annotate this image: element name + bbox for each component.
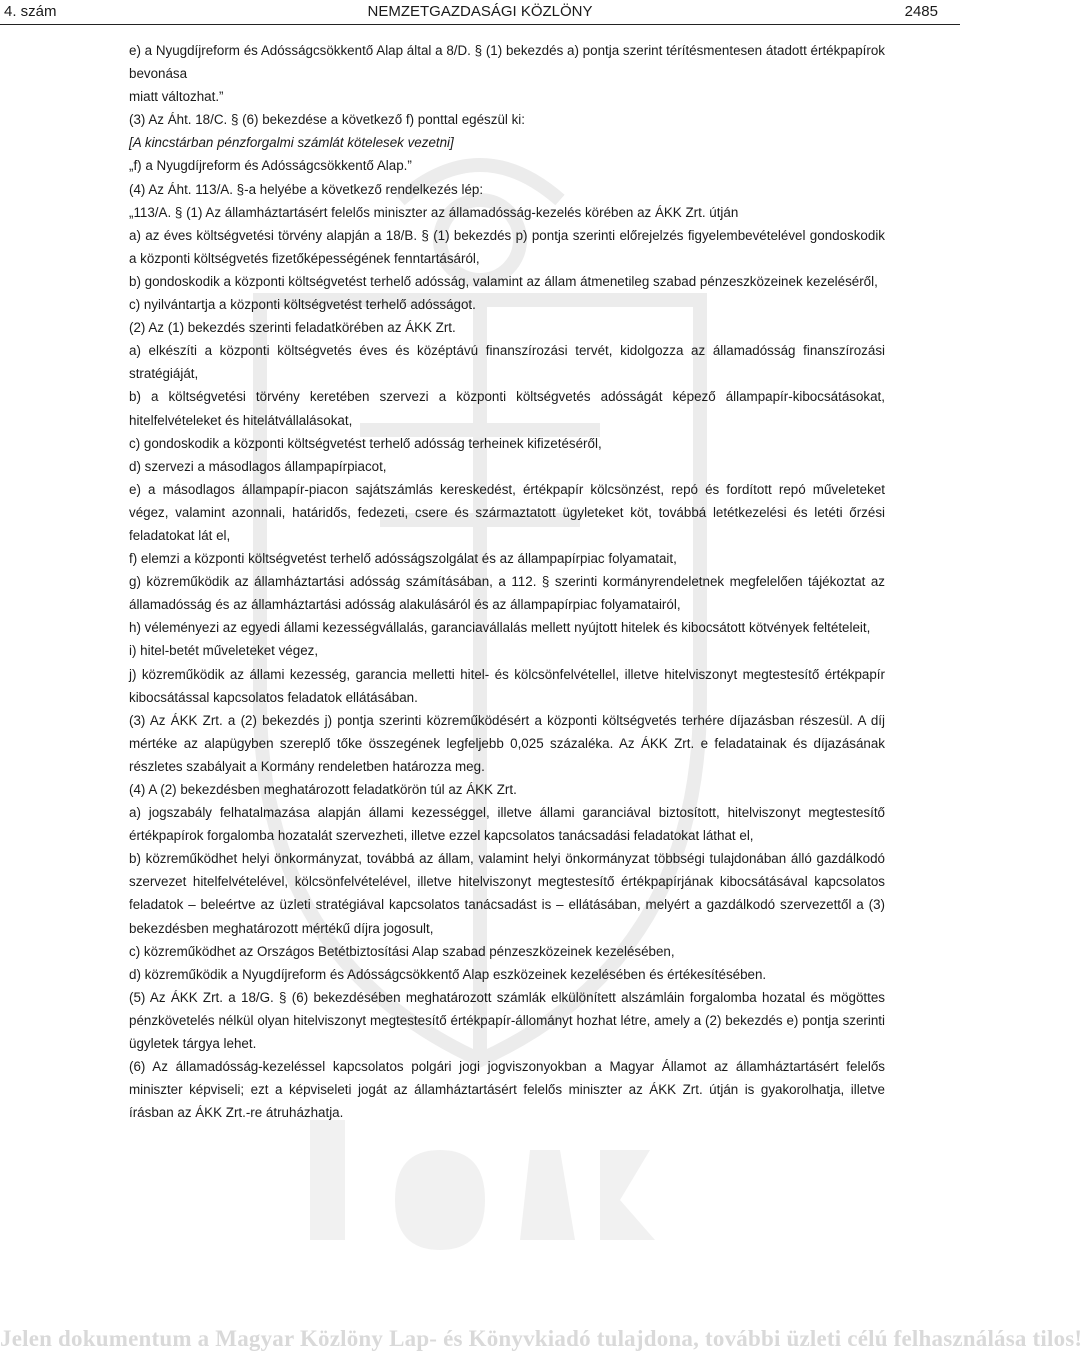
paragraph: h) véleményezi az egyedi állami kezességvállalás, garanciavállalás mellett nyújtott hitelek és kibocsátott kötvények feltételeit, xyxy=(129,620,871,636)
paragraph: e) a másodlagos állampapír-piacon sajátszámlás kereskedést, értékpapír kölcsönzést, repó és fordított repó műveleteket végez, valamint azonnali, határidős, fedezeti, csere és származtatott ügyleteket köt, továbbá letétkezelési és letéti őrzési feladatokat lát el, xyxy=(129,481,885,543)
paragraph: a) az éves költségvetési törvény alapján a 18/B. § (1) bekezdés p) pontja szerinti előrejelzés figyelembevételével gondoskodik a központi költségvetés fizetőképességének fenntartásáról, xyxy=(129,227,885,266)
paragraph: f) elemzi a központi költségvetést terhelő adósságszolgálat és az állampapírpiac folyamatait, xyxy=(129,551,677,567)
paragraph: d) szervezi a másodlagos állampapírpiacot, xyxy=(129,458,387,474)
page-number: 2485 xyxy=(904,3,938,20)
paragraph: a) jogszabály felhatalmazása alapján állami kezességgel, illetve állami garanciával biztosított, hitelviszonyt megtestesítő értékpapírok forgalomba hozatalát szervezheti, illetve ezzel kapcsolatos tanácsadási feladatokat láthat el, xyxy=(129,805,885,844)
paragraph: e) a Nyugdíjreform és Adósságcsökkentő Alap által a 8/D. § (1) bekezdés a) pontja szerint térítésmentesen átadott értékpapírok bevonása xyxy=(129,43,885,82)
paragraph: (4) Az Áht. 113/A. §-a helyébe a következő rendelkezés lép: xyxy=(129,181,484,197)
paragraph: i) hitel-betét műveleteket végez, xyxy=(129,643,319,659)
paragraph: [A kincstárban pénzforgalmi számlát kötelesek vezetni] xyxy=(129,135,454,151)
footer-watermark: Jelen dokumentum a Magyar Közlöny Lap- és Könyvkiadó tulajdona, további üzleti célú felhasználása tilos! xyxy=(0,1326,1082,1351)
page-header xyxy=(0,0,960,26)
document-body xyxy=(129,39,885,1124)
paragraph: c) nyilvántartja a központi költségvetést terhelő adósságot. xyxy=(129,297,476,313)
paragraph: b) a költségvetési törvény keretében szervezi a központi költségvetés adósságát képező állampapír-kibocsátásokat, hitelfelvételeket és hitelátvállalásokat, xyxy=(129,389,885,428)
paragraph: (2) Az (1) bekezdés szerinti feladatkörében az ÁKK Zrt. xyxy=(129,320,456,336)
paragraph: g) közreműködik az államháztartási adósság számításában, a 112. § szerinti kormányrendeletnek megfelelően tájékoztat az államadósság és az államháztartási adósság alakulásáról és az állampapírpiac folyamatairól, xyxy=(129,574,885,613)
paragraph: (4) A (2) bekezdésben meghatározott feladatkörön túl az ÁKK Zrt. xyxy=(129,782,517,797)
paragraph: „113/A. § (1) Az államháztartásért felelős miniszter az államadósság-kezelés körében az ÁKK Zrt. útján xyxy=(129,204,739,220)
paragraph: b) közreműködhet helyi önkormányzat, továbbá az állam, valamint helyi önkormányzat többségi tulajdonában álló gazdálkodó szervezet hitelfelvételével, kölcsönfelvételével, illetve hitelviszonyt megtestesítő értékpapírjának kibocsátásával kapcsolatos feladatok – beleértve az üzleti stratégiával kapcsolatos tanácsadást is – ellátásában, melyért a gazdálkodó szervezettől a (3) bekezdésben meghatározott mértékű díjra jogosult, xyxy=(129,851,885,936)
paragraph: (5) Az ÁKK Zrt. a 18/G. § (6) bekezdésében meghatározott számlák elkülönített alszámláin forgalomba hozatal és mögöttes pénzkövetelés nélkül olyan hitelviszonyt megtestesítő értékpapír-állományt hozhat létre, amely a (2) bekezdés e) pontja szerinti ügyletek tárgya lehet. xyxy=(129,989,885,1052)
paragraph: miatt változhat.” xyxy=(129,89,224,105)
paragraph: (3) Az ÁKK Zrt. a (2) bekezdés j) pontja szerinti közreműködésért a központi költségvetés terhére díjazásban részesül. A díj mértéke az alapügyben szereplő tőke összegének legfeljebb 0,025 százaléka. Az ÁKK Zrt. e feladatainak és díjazásának részletes szabályait a Kormány rendeletben határozza meg. xyxy=(129,712,885,774)
paragraph: „f) a Nyugdíjreform és Adósságcsökkentő Alap.” xyxy=(129,158,412,174)
issue-number: 4. szám xyxy=(4,3,57,20)
paragraph: b) gondoskodik a központi költségvetést terhelő adósság, valamint az állam átmenetileg szabad pénzeszközeinek kezeléséről, xyxy=(129,273,878,289)
publication-title: NEMZETGAZDASÁGI KÖZLÖNY xyxy=(367,3,593,20)
paragraph: (6) Az államadósság-kezeléssel kapcsolatos polgári jogi jogviszonyokban a Magyar Államot az államháztartásért felelős miniszter képviseli; ezt a képviseleti jogát az államháztartásért felelős miniszter az ÁKK Zrt. útján is gyakorolhatja, illetve írásban az ÁKK Zrt.-re átruházhatja. xyxy=(129,1059,885,1121)
paragraph: c) gondoskodik a központi költségvetést terhelő adósság terheinek kifizetéséről, xyxy=(129,435,602,451)
paragraph: j) közreműködik az állami kezesség, garancia melletti hitel- és kölcsönfelvétellel, illetve hitelviszonyt megtestesítő értékpapír kibocsátással kapcsolatos feladatok ellátásában. xyxy=(129,666,885,705)
paragraph: a) elkészíti a központi költségvetés éves és középtávú finanszírozási tervét, kidolgozza az államadósság finanszírozási stratégiáját, xyxy=(129,343,885,382)
paragraph: (3) Az Áht. 18/C. § (6) bekezdése a következő f) ponttal egészül ki: xyxy=(129,112,525,128)
header-divider xyxy=(0,24,960,25)
paragraph: c) közreműködhet az Országos Betétbiztosítási Alap szabad pénzeszközeinek kezelésében, xyxy=(129,943,675,959)
paragraph: d) közreműködik a Nyugdíjreform és Adósságcsökkentő Alap eszközeinek kezelésében és értékesítésében. xyxy=(129,966,767,982)
